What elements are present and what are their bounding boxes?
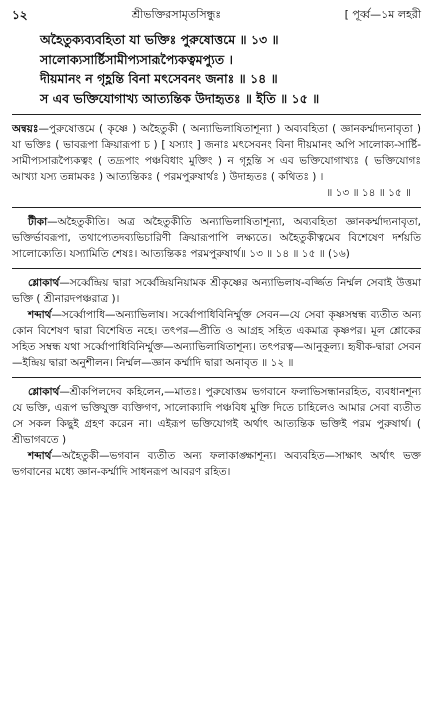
shlokartha-paragraph <box>12 384 421 448</box>
section-divider <box>12 207 421 208</box>
verse-line: দীয়মানং ন গৃহ্ণন্তি বিনা মৎসেবনং জনাঃ ॥ ১৪ ॥ <box>40 71 278 86</box>
book-title: শ্রীভক্তিরসামৃতসিন্ধুঃ <box>131 8 222 21</box>
tika-label: টীকা <box>28 216 48 228</box>
shabdartha-paragraph <box>12 307 421 371</box>
anvaya-paragraph <box>12 121 421 185</box>
anvaya-label: অন্বয়ঃ <box>12 123 39 135</box>
anvaya-text: —পুরুষোত্তমে ( কৃষ্ণে ) অহৈতুকী ( অন্যাভিলাষিতাশূন্যা ) অব্যবহিতা ( জ্ঞানকর্ম্মাদ্যনাবৃতা ) যা ভক্তিঃ ( ভাবরূপা ক্রিয়ারূপা চ ) [ যস্যাং ] জনাঃ মৎসেবনং বিনা দীয়মানং অপি সালোক্য-সার্ষ্টি-সামীপ্যসারূপ্যৈকত্বং ( তদ্রূপাং পঞ্চবিধাং মুক্তিং ) ন গৃহ্ণন্তি স এব ভক্তিযোগাখ্যঃ ( ভক্তিযোগঃ আখ্যা যস্য তন্নামকঃ ) আত্যন্তিকঃ ( পরমপুরুষার্থঃ ) উদাহৃতঃ ( কথিতঃ ) । <box>12 123 421 183</box>
shabdartha-label: শব্দার্থ <box>28 450 52 462</box>
sanskrit-verses <box>12 30 421 108</box>
section-divider <box>12 114 421 115</box>
verse-line: অহৈতুক্যব্যবহিতা যা ভক্তিঃ পুরুষোত্তমে ॥ ১৩ ॥ <box>40 32 279 47</box>
section-label: [ পূর্ব্ব—১ম লহরী <box>344 8 421 21</box>
shlokartha-label: শ্লোকার্থ <box>28 386 60 398</box>
shlokartha-text: —শ্রীকপিলদেব কহিলেন,—মাতঃ। পুরুষোত্তম ভগবানে ফলাভিসন্ধানরহিত, ব্যবধানশূন্য যে ভক্তি, এরূপ ভক্তিযুক্ত ব্যক্তিগণ, সালোক্যাদি পঞ্চবিধ মুক্তি দিতে চাহিলেও আমার সেবা ব্যতীত সে সকল কিছুই গ্রহণ করেন না। এইরূপ ভক্তিযোগই অর্থাৎ আত্যন্তিক ভক্তিই পরম পুরুষার্থ। ( শ্রীভাগবতে ) <box>12 386 421 446</box>
tika-text: —অহৈতুকীতি। অত্র অহৈতুকীতি অন্যাভিলাষিতাশূন্যা, অব্যবহিতা জ্ঞানকর্ম্মাদ্যনাবৃতা, ভক্তির্ভাবরূপা, তথাপ্যেতদব্যভিচারিণী ক্রিয়ারূপাপি লক্ষ্যতে। অহৈতুকীত্বমেব বিশেষেণ দর্শয়তি সালোক্যেতি। যস্যামিতি শেষঃ। আত্যন্তিকঃ পরমপুরুষার্থ॥ ১৩ ॥ ১৪ ॥ ১৫ ॥ (১৬) <box>12 216 421 260</box>
running-header <box>12 8 421 26</box>
anvaya-verse-numbers: ॥ ১৩ ॥ ১৪ ॥ ১৫ ॥ <box>326 187 411 199</box>
verse-line: স এব ভক্তিযোগাখ্য আত্যন্তিক উদাহৃতঃ ॥ ইতি ॥ ১৫ ॥ <box>40 90 320 106</box>
page-number: ১২ <box>12 8 28 22</box>
section-divider <box>12 268 421 269</box>
shabdartha-text: —অহৈতুকী—ভগবান ব্যতীত অন্য ফলাকাঙ্ক্ষাশূন্য। অব্যবহিত—সাক্ষাৎ অর্থাৎ ভক্ত ভগবানের মধ্যে জ্ঞান-কর্ম্মাদি সাধনরূপ আবরণ রহিত। <box>12 450 421 478</box>
shabdartha-text: —সর্ব্বোপাধি—অন্যাভিলাষ। সর্ব্বোপাধিবিনির্ম্মুক্ত সেবন—যে সেবা কৃষ্ণসম্বন্ধ ব্যতীত অন্য কোন বিশেষণ দ্বারা বিশেষিত নহে। তৎপর—প্রীতি ও আগ্রহ সহিত একমাত্র কৃষ্ণপর। মূল শ্লোকের সহিত সম্বন্ধ যথা সর্ব্বোপাধিবিনির্ম্মুক্ত—অন্যাভিলাষিতাশূন্য। তৎপরত্ব—আনুকূল্য। হৃষীক-দ্বারা সেবন—ইন্দ্রিয় দ্বারা অনুশীলন। নির্ম্মল—জ্ঞান কর্ম্মাদি দ্বারা অনাবৃত ॥ ১২ ॥ <box>12 309 421 369</box>
shlokartha-paragraph <box>12 275 421 307</box>
tika-paragraph <box>12 214 421 262</box>
verse-line: সালোক্যসার্ষ্টিসামীপ্যসারূপ্যৈকত্বমপ্যুত । <box>40 51 233 67</box>
shabdartha-paragraph <box>12 448 421 480</box>
section-divider <box>12 377 421 378</box>
shabdartha-label: শব্দার্থ <box>28 309 52 321</box>
shlokartha-label: শ্লোকার্থ <box>28 277 60 289</box>
shlokartha-text: —সর্ব্বেন্দ্রিয় দ্বারা সর্ব্বেন্দ্রিয়নিয়ামক শ্রীকৃষ্ণের অন্যাভিলাষ-বর্জ্জিত নির্ম্মল সেবাই উত্তমা ভক্তি ( শ্রীনারদপঞ্চরাত্র )। <box>12 277 421 305</box>
